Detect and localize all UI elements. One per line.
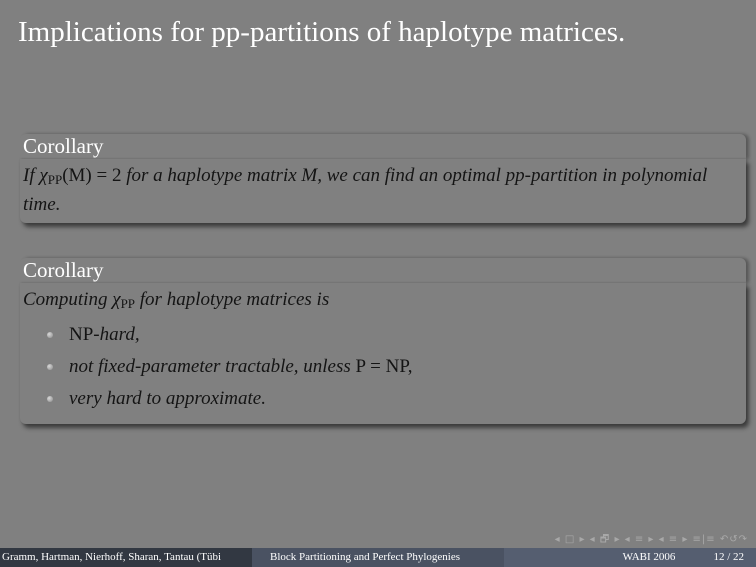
- item-italic: hard,: [99, 324, 140, 345]
- corollary-body-2: [20, 283, 746, 424]
- corollary1-chi: χ: [39, 165, 48, 186]
- corollary-header-1: [20, 134, 746, 159]
- list-item: [45, 386, 740, 411]
- corollary-block-2: [20, 258, 746, 424]
- corollary-body-1: [20, 159, 746, 223]
- navigation-symbols[interactable]: ◂ □ ▸ ◂ 🗗 ▸ ◂ ≡ ▸ ◂ ≡ ▸ ≡|≡ ↶↺↷: [554, 534, 748, 545]
- list-item: [45, 322, 740, 347]
- item-italic: not fixed-parameter tractable, unless: [69, 356, 356, 377]
- corollary-heading-2: Corollary: [23, 258, 104, 282]
- footer-talk-title: Block Partitioning and Perfect Phylogenies: [252, 548, 504, 567]
- footer-authors: Gramm, Hartman, Nierhoff, Sharan, Tantau (Tübi: [0, 548, 252, 567]
- item-upright: NP-: [69, 324, 100, 345]
- corollary1-paren: (M) = 2: [62, 165, 122, 186]
- item-upright: P = NP,: [355, 356, 413, 377]
- bullet-icon: [47, 332, 53, 338]
- corollary2-intro-before: Computing: [23, 289, 113, 310]
- bullet-icon: [47, 364, 53, 370]
- item-italic: very hard to approximate.: [69, 388, 266, 409]
- corollary-heading-1: Corollary: [23, 134, 104, 158]
- footer-bar: [0, 548, 756, 567]
- corollary-block-1: [20, 134, 746, 223]
- footer-right: [504, 548, 756, 567]
- corollary2-chi: χ: [112, 289, 121, 310]
- bullet-icon: [47, 396, 53, 402]
- corollary2-list: [23, 322, 740, 411]
- footer-page-number: 12 / 22: [713, 551, 744, 563]
- corollary2-intro: [23, 287, 740, 316]
- corollary1-text-before: If: [23, 165, 40, 186]
- corollary1-sub: PP: [47, 172, 63, 187]
- corollary2-intro-after: for haplotype matrices is: [135, 289, 330, 310]
- corollary-header-2: [20, 258, 746, 283]
- corollary2-sub: PP: [120, 296, 136, 311]
- corollary1-text-after: for a haplotype matrix M, we can find an optimal pp-partition in polynomial time.: [23, 165, 708, 215]
- list-item: [45, 354, 740, 379]
- footer-venue: WABI 2006: [622, 551, 676, 563]
- slide-title: Implications for pp-partitions of haplotype matrices.: [18, 16, 626, 48]
